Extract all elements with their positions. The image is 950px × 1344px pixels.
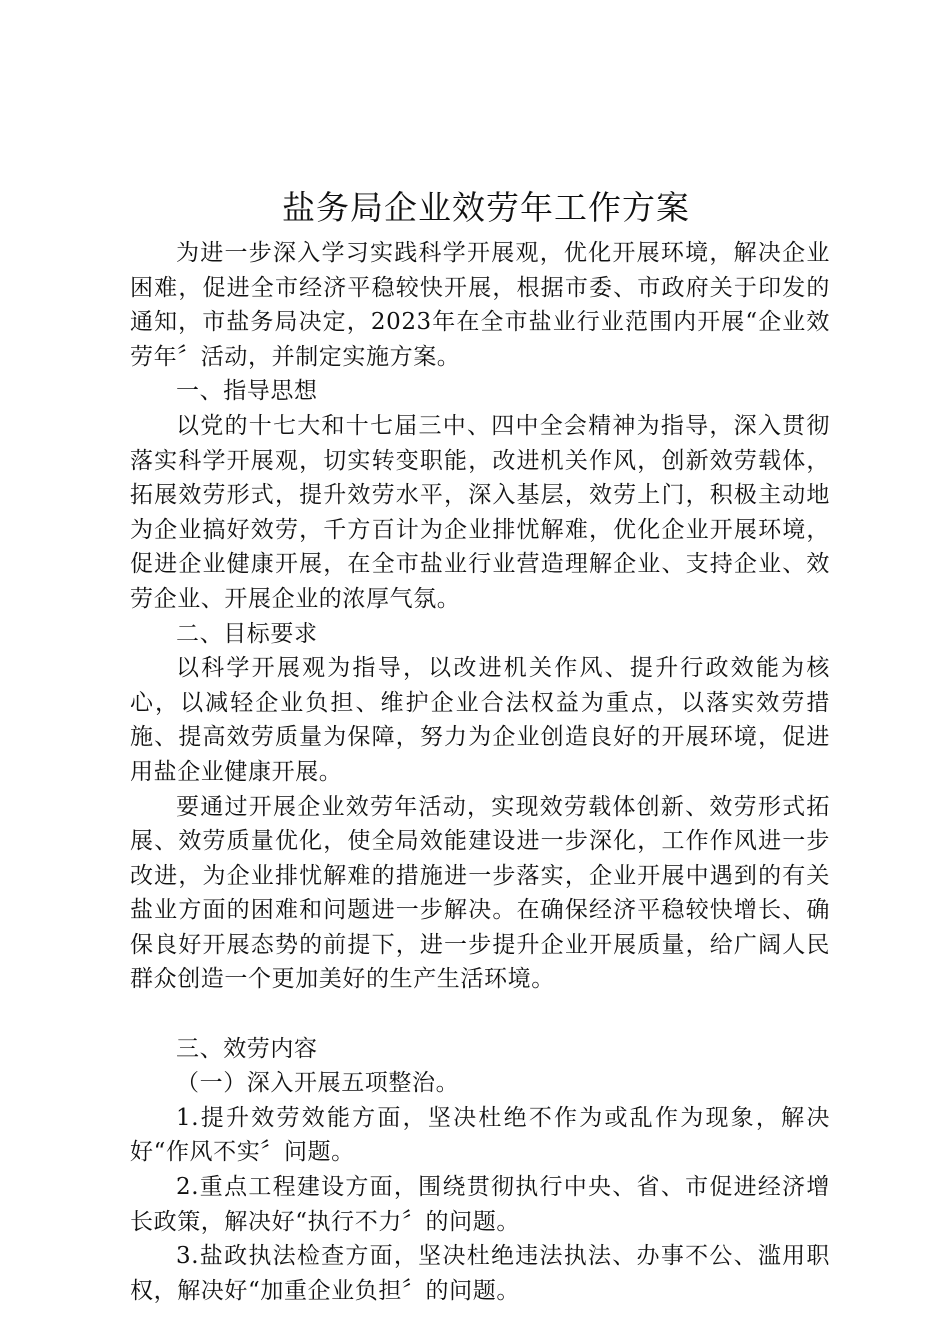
section-heading-service-content: 三、效劳内容 [176,1035,318,1062]
intro-paragraph: 为进一步深入学习实践科学开展观，优化开展环境，解决企业困难，促进全市经济平稳较快开展，根据市委、市政府关于印发的通知，市盐务局决定，2023年在全市盐业行业范围内开展“企业效劳年〞活动，并制定实施方案。 [130,240,830,370]
objectives-paragraph-1: 以科学开展观为指导，以改进机关作风、提升行政效能为核心，以减轻企业负担、维护企业合法权益为重点，以落实效劳措施、提高效劳质量为保障，努力为企业创造良好的开展环境，促进用盐企业健康开展。 [130,655,830,785]
section-heading-guiding-ideology: 一、指导思想 [176,378,318,405]
document-page [130,184,830,1308]
list-item-2: 2.重点工程建设方面，围绕贯彻执行中央、省、市促进经济增长政策，解决好“执行不力〞的问题。 [130,1174,830,1235]
list-item-3: 3.盐政执法检查方面，坚决杜绝违法执法、办事不公、滥用职权，解决好“加重企业负担〞的问题。 [130,1243,830,1304]
list-item-1: 1.提升效劳效能方面，坚决杜绝不作为或乱作为现象，解决好“作风不实〞问题。 [130,1104,830,1166]
guiding-ideology-paragraph: 以党的十七大和十七届三中、四中全会精神为指导，深入贯彻落实科学开展观，切实转变职能，改进机关作风，创新效劳载体，拓展效劳形式，提升效劳水平，深入基层，效劳上门，积极主动地为企业搞好效劳，千方百计为企业排忧解难，优化企业开展环境，促进企业健康开展，在全市盐业行业营造理解企业、支持企业、效劳企业、开展企业的浓厚气氛。 [130,412,830,612]
document-title: 盐务局企业效劳年工作方案 [282,188,690,227]
objectives-paragraph-2: 要通过开展企业效劳年活动，实现效劳载体创新、效劳形式拓展、效劳质量优化，使全局效能建设进一步深化，工作作风进一步改进，为企业排忧解难的措施进一步落实，企业开展中遇到的有关盐业方面的困难和问题进一步解决。在确保经济平稳较快增长、确保良好开展态势的前提下，进一步提升企业开展质量，给广阔人民群众创造一个更加美好的生产生活环境。 [130,793,830,993]
blank-line [130,997,830,1032]
section-heading-objectives: 二、目标要求 [176,620,318,647]
subsection-heading-five-rectifications: （一）深入开展五项整治。 [176,1070,460,1097]
